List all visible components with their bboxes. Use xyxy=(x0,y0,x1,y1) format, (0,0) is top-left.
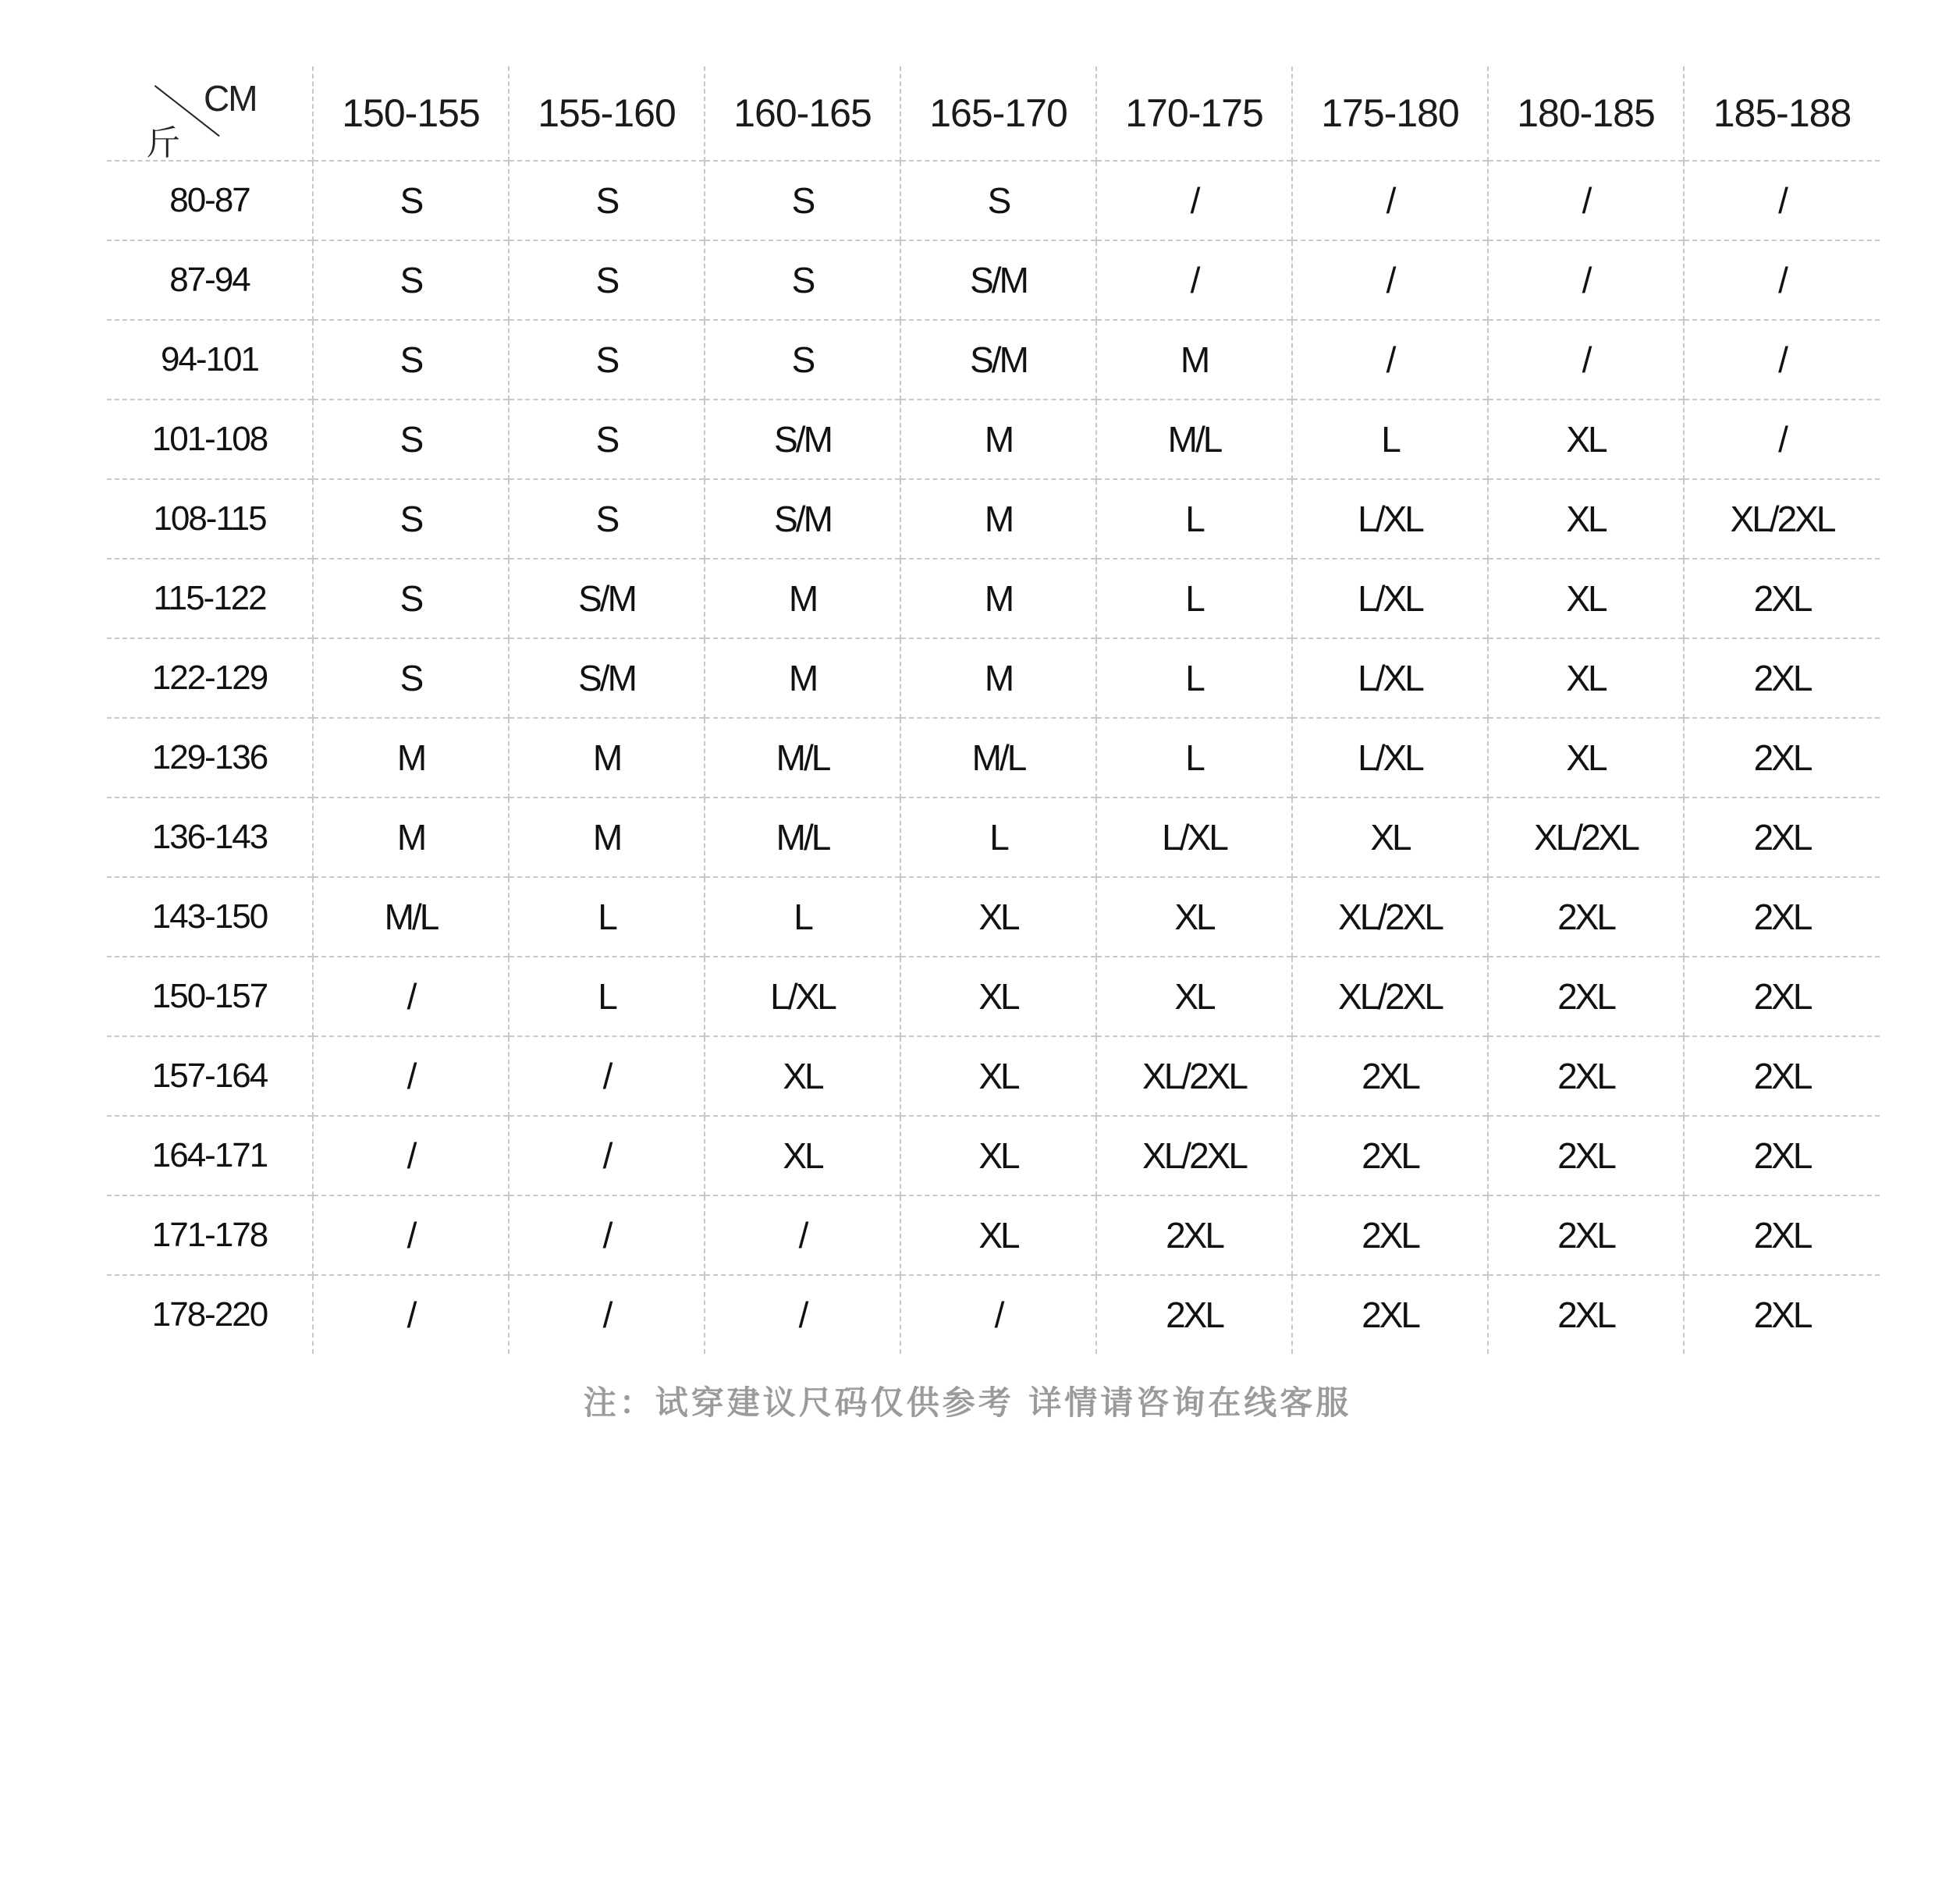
header-row xyxy=(107,66,1880,161)
weight-range-label: 101-108 xyxy=(107,400,313,479)
size-cell: 2XL xyxy=(1684,718,1880,797)
size-cell: S/M xyxy=(509,559,705,638)
size-cell: M/L xyxy=(1096,400,1292,479)
size-cell: S xyxy=(705,240,900,320)
height-header: 150-155 xyxy=(313,66,509,161)
weight-range-label: 115-122 xyxy=(107,559,313,638)
size-cell: / xyxy=(1488,320,1684,400)
size-cell: / xyxy=(1684,161,1880,240)
size-cell: XL xyxy=(900,1116,1096,1195)
size-cell: 2XL xyxy=(1684,559,1880,638)
table-row xyxy=(107,957,1880,1036)
size-cell: L/XL xyxy=(1292,559,1488,638)
size-cell: XL xyxy=(705,1116,900,1195)
height-header: 155-160 xyxy=(509,66,705,161)
size-cell: L xyxy=(1292,400,1488,479)
corner-height-unit: CM xyxy=(204,78,257,119)
size-cell: 2XL xyxy=(1684,638,1880,718)
size-cell: XL xyxy=(900,1036,1096,1116)
size-cell: / xyxy=(1292,161,1488,240)
size-cell: S/M xyxy=(509,638,705,718)
size-cell: L/XL xyxy=(1292,718,1488,797)
size-cell: XL xyxy=(1096,877,1292,957)
size-cell: XL xyxy=(900,957,1096,1036)
size-cell: 2XL xyxy=(1096,1195,1292,1275)
size-cell: XL xyxy=(1488,638,1684,718)
weight-range-label: 157-164 xyxy=(107,1036,313,1116)
size-cell: XL/2XL xyxy=(1096,1116,1292,1195)
size-cell: / xyxy=(1684,400,1880,479)
size-cell: L xyxy=(509,957,705,1036)
weight-range-label: 80-87 xyxy=(107,161,313,240)
size-cell: XL/2XL xyxy=(1292,877,1488,957)
size-cell: / xyxy=(1684,320,1880,400)
size-cell: M xyxy=(313,797,509,877)
size-cell: M xyxy=(313,718,509,797)
height-header: 160-165 xyxy=(705,66,900,161)
table-row xyxy=(107,559,1880,638)
size-cell: 2XL xyxy=(1684,1195,1880,1275)
size-cell: S xyxy=(509,400,705,479)
table-row xyxy=(107,400,1880,479)
size-chart-table xyxy=(107,66,1880,1354)
size-cell: S/M xyxy=(705,479,900,559)
size-cell: S xyxy=(313,479,509,559)
size-cell: S xyxy=(509,240,705,320)
size-cell: / xyxy=(1096,240,1292,320)
size-cell: S xyxy=(705,161,900,240)
table-row xyxy=(107,877,1880,957)
size-cell: L/XL xyxy=(1096,797,1292,877)
size-cell: M xyxy=(705,559,900,638)
size-cell: M/L xyxy=(900,718,1096,797)
size-cell: / xyxy=(1292,240,1488,320)
size-cell: M xyxy=(509,718,705,797)
size-cell: 2XL xyxy=(1096,1275,1292,1354)
table-row xyxy=(107,638,1880,718)
size-cell: 2XL xyxy=(1292,1195,1488,1275)
size-cell: L xyxy=(1096,718,1292,797)
weight-range-label: 150-157 xyxy=(107,957,313,1036)
size-cell: 2XL xyxy=(1684,877,1880,957)
size-cell: XL/2XL xyxy=(1096,1036,1292,1116)
size-cell: S xyxy=(900,161,1096,240)
weight-range-label: 143-150 xyxy=(107,877,313,957)
size-cell: / xyxy=(1292,320,1488,400)
size-cell: / xyxy=(313,957,509,1036)
height-header: 165-170 xyxy=(900,66,1096,161)
size-cell: L/XL xyxy=(1292,638,1488,718)
size-cell: 2XL xyxy=(1488,877,1684,957)
height-header: 180-185 xyxy=(1488,66,1684,161)
weight-range-label: 136-143 xyxy=(107,797,313,877)
weight-range-label: 129-136 xyxy=(107,718,313,797)
size-cell: XL xyxy=(1096,957,1292,1036)
size-cell: S/M xyxy=(705,400,900,479)
size-cell: / xyxy=(1488,161,1684,240)
size-cell: 2XL xyxy=(1684,797,1880,877)
size-cell: L xyxy=(1096,638,1292,718)
size-cell: / xyxy=(509,1036,705,1116)
size-cell: / xyxy=(313,1116,509,1195)
height-header: 170-175 xyxy=(1096,66,1292,161)
size-cell: XL/2XL xyxy=(1684,479,1880,559)
size-cell: / xyxy=(1488,240,1684,320)
size-cell: S/M xyxy=(900,240,1096,320)
weight-range-label: 87-94 xyxy=(107,240,313,320)
size-cell: S/M xyxy=(900,320,1096,400)
size-cell: S xyxy=(705,320,900,400)
size-cell: XL xyxy=(1488,718,1684,797)
size-cell: M xyxy=(900,400,1096,479)
size-cell: M/L xyxy=(705,797,900,877)
size-cell: M xyxy=(1096,320,1292,400)
size-cell: 2XL xyxy=(1488,1275,1684,1354)
size-cell: XL xyxy=(900,1195,1096,1275)
size-cell: S xyxy=(313,161,509,240)
size-cell: / xyxy=(313,1275,509,1354)
size-cell: S xyxy=(313,638,509,718)
table-row xyxy=(107,320,1880,400)
size-cell: L/XL xyxy=(1292,479,1488,559)
size-cell: XL xyxy=(705,1036,900,1116)
size-cell: S xyxy=(313,559,509,638)
size-cell: 2XL xyxy=(1488,957,1684,1036)
size-cell: XL xyxy=(1488,479,1684,559)
size-cell: S xyxy=(313,320,509,400)
size-cell: / xyxy=(705,1195,900,1275)
size-cell: 2XL xyxy=(1292,1036,1488,1116)
corner-weight-unit: 斤 xyxy=(146,123,180,161)
size-cell: 2XL xyxy=(1292,1275,1488,1354)
size-cell: 2XL xyxy=(1684,957,1880,1036)
table-row xyxy=(107,1036,1880,1116)
size-cell: / xyxy=(509,1275,705,1354)
weight-range-label: 94-101 xyxy=(107,320,313,400)
corner-cell xyxy=(107,66,313,161)
size-cell: M xyxy=(900,638,1096,718)
size-cell: L xyxy=(705,877,900,957)
table-row xyxy=(107,1116,1880,1195)
size-cell: M/L xyxy=(705,718,900,797)
table-row xyxy=(107,1195,1880,1275)
size-cell: / xyxy=(900,1275,1096,1354)
size-cell: L xyxy=(900,797,1096,877)
size-cell: XL xyxy=(1292,797,1488,877)
size-cell: L xyxy=(1096,479,1292,559)
size-cell: 2XL xyxy=(1488,1195,1684,1275)
size-cell: / xyxy=(705,1275,900,1354)
table-row xyxy=(107,161,1880,240)
size-cell: / xyxy=(1684,240,1880,320)
weight-range-label: 164-171 xyxy=(107,1116,313,1195)
weight-range-label: 108-115 xyxy=(107,479,313,559)
weight-range-label: 171-178 xyxy=(107,1195,313,1275)
weight-range-label: 178-220 xyxy=(107,1275,313,1354)
size-cell: 2XL xyxy=(1488,1036,1684,1116)
size-cell: 2XL xyxy=(1684,1275,1880,1354)
size-cell: M xyxy=(900,559,1096,638)
table-row xyxy=(107,240,1880,320)
size-cell: 2XL xyxy=(1684,1116,1880,1195)
size-cell: / xyxy=(509,1116,705,1195)
size-cell: / xyxy=(1096,161,1292,240)
size-cell: S xyxy=(509,479,705,559)
size-cell: S xyxy=(509,320,705,400)
size-cell: / xyxy=(313,1195,509,1275)
size-cell: S xyxy=(509,161,705,240)
size-cell: S xyxy=(313,400,509,479)
size-cell: / xyxy=(313,1036,509,1116)
size-cell: / xyxy=(509,1195,705,1275)
size-cell: XL/2XL xyxy=(1488,797,1684,877)
size-cell: 2XL xyxy=(1488,1116,1684,1195)
size-cell: M/L xyxy=(313,877,509,957)
size-cell: XL/2XL xyxy=(1292,957,1488,1036)
size-cell: M xyxy=(509,797,705,877)
size-cell: M xyxy=(705,638,900,718)
size-cell: S xyxy=(313,240,509,320)
height-header: 185-188 xyxy=(1684,66,1880,161)
size-cell: 2XL xyxy=(1292,1116,1488,1195)
size-cell: M xyxy=(900,479,1096,559)
size-cell: L xyxy=(509,877,705,957)
size-cell: 2XL xyxy=(1684,1036,1880,1116)
table-row xyxy=(107,718,1880,797)
size-footnote: 注：试穿建议尺码仅供参考 详情请咨询在线客服 xyxy=(583,1384,1352,1422)
table-row xyxy=(107,1275,1880,1354)
size-cell: XL xyxy=(1488,559,1684,638)
height-header: 175-180 xyxy=(1292,66,1488,161)
weight-range-label: 122-129 xyxy=(107,638,313,718)
size-cell: L/XL xyxy=(705,957,900,1036)
table-row xyxy=(107,797,1880,877)
size-cell: XL xyxy=(900,877,1096,957)
size-cell: XL xyxy=(1488,400,1684,479)
size-cell: L xyxy=(1096,559,1292,638)
table-row xyxy=(107,479,1880,559)
